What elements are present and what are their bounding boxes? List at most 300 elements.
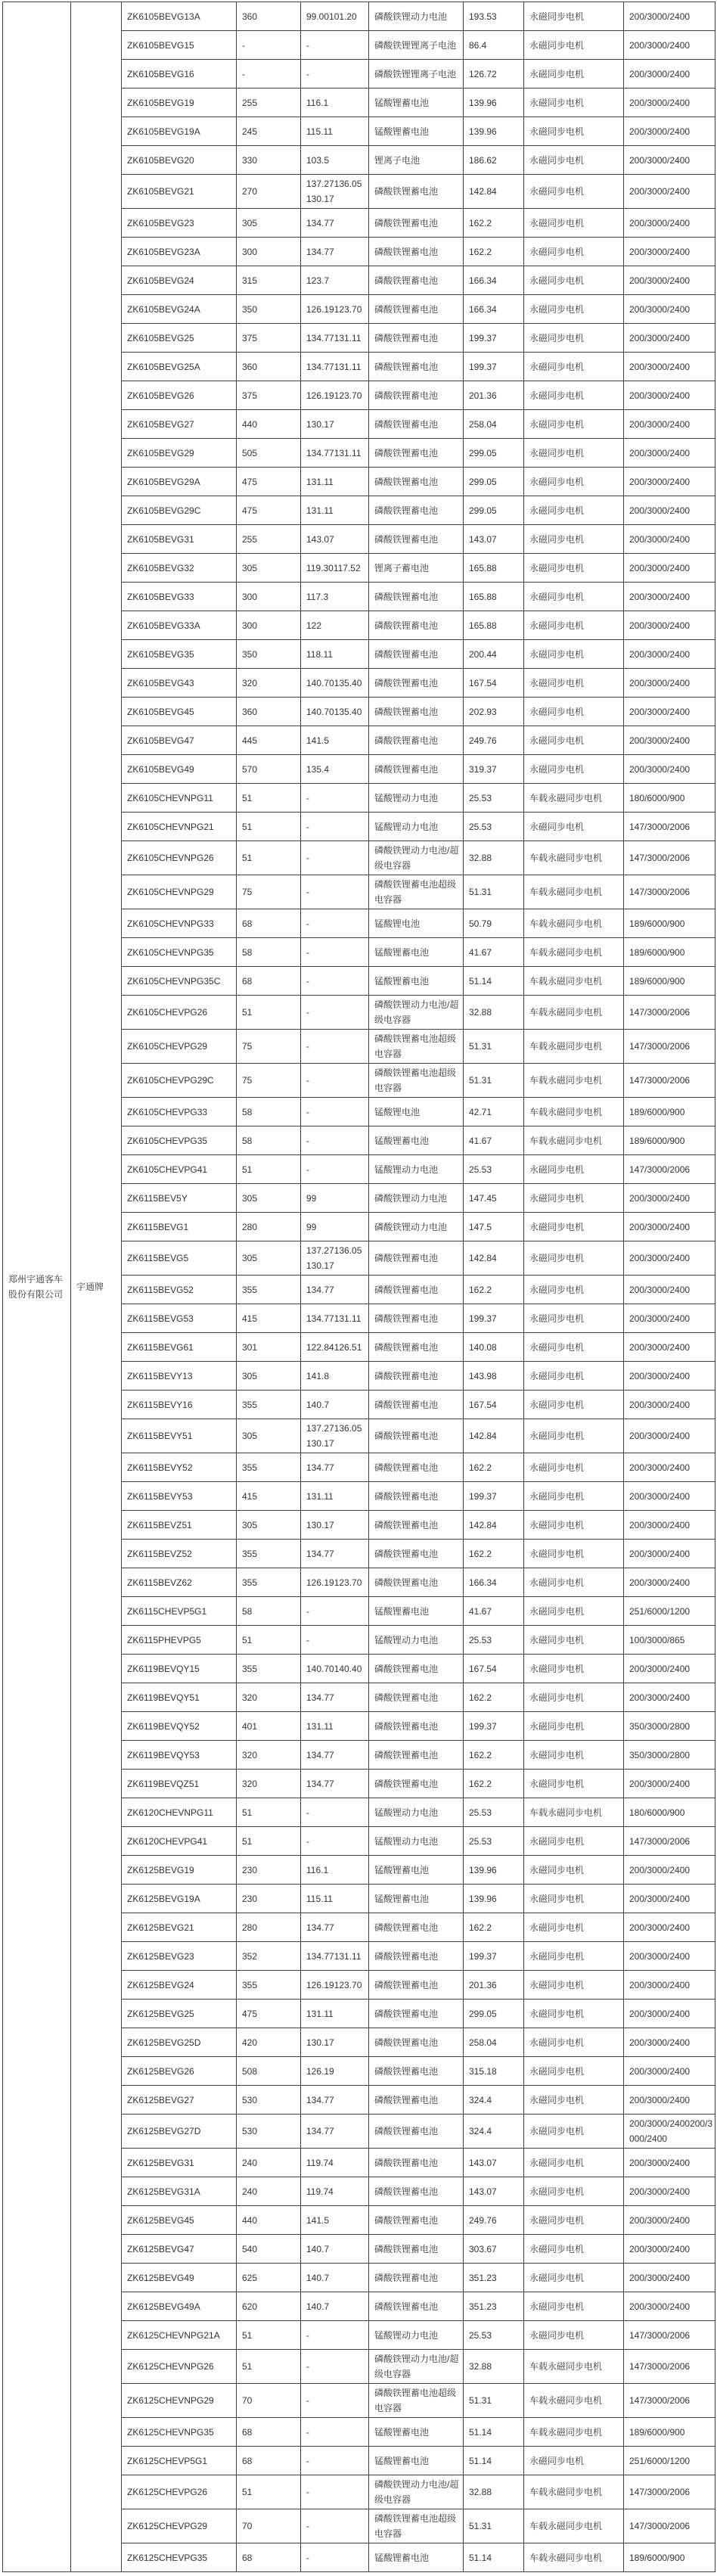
cell-energy-total: 50.79 [464, 909, 524, 938]
cell-battery-quantity: 58 [237, 1098, 301, 1126]
cell-battery-type: 锰酸锂动力电池 [369, 1827, 464, 1856]
cell-battery-energy-value: 137.27136.05 130.17 [301, 175, 369, 209]
cell-battery-quantity: 360 [237, 353, 301, 381]
cell-battery-type: 锰酸锂蓄电池 [369, 2543, 464, 2572]
cell-battery-quantity: 360 [237, 698, 301, 726]
cell-motor-type: 车载永磁同步电机 [524, 2350, 624, 2384]
cell-energy-total: 299.05 [464, 2000, 524, 2028]
cell-motor-type: 永磁同步电机 [524, 146, 624, 175]
cell-battery-quantity: 305 [237, 554, 301, 583]
cell-motor-type: 永磁同步电机 [524, 175, 624, 209]
cell-motor-type: 永磁同步电机 [524, 2086, 624, 2115]
cell-vehicle-model: ZK6125BEVG19 [122, 1856, 237, 1885]
cell-battery-type: 磷酸铁锂蓄电池 [369, 1391, 464, 1419]
cell-battery-quantity: 420 [237, 2028, 301, 2057]
cell-vehicle-model: ZK6119BEVQZ51 [122, 1770, 237, 1798]
cell-motor-type: 永磁同步电机 [524, 1276, 624, 1304]
cell-energy-total: 303.67 [464, 2235, 524, 2264]
cell-motor-spec: 189/6000/900 [624, 2543, 715, 2572]
cell-battery-type: 锰酸锂蓄电池 [369, 2447, 464, 2475]
cell-battery-energy-value: - [301, 1126, 369, 1155]
cell-motor-type: 永磁同步电机 [524, 1391, 624, 1419]
cell-motor-spec: 350/3000/2800 [624, 1712, 715, 1741]
cell-motor-type: 永磁同步电机 [524, 2177, 624, 2206]
cell-motor-spec: 200/3000/2400 [624, 295, 715, 324]
cell-energy-total: 25.53 [464, 784, 524, 813]
cell-vehicle-model: ZK6105BEVG23A [122, 238, 237, 266]
cell-motor-spec: 200/3000/2400 [624, 1453, 715, 1482]
cell-motor-spec: 180/6000/900 [624, 784, 715, 813]
cell-battery-quantity: - [237, 60, 301, 89]
cell-battery-energy-value: - [301, 996, 369, 1030]
cell-battery-type: 磷酸铁锂蓄电池 [369, 1913, 464, 1942]
cell-battery-quantity: 51 [237, 813, 301, 841]
cell-battery-type: 磷酸铁锂蓄电池超级电容器 [369, 1064, 464, 1098]
cell-battery-type: 磷酸铁锂动力电池 [369, 2, 464, 31]
cell-motor-type: 永磁同步电机 [524, 410, 624, 439]
cell-battery-energy-value: 134.77 [301, 1540, 369, 1568]
cell-energy-total: 199.37 [464, 324, 524, 353]
cell-motor-spec: 200/3000/2400 [624, 238, 715, 266]
cell-battery-quantity: 320 [237, 669, 301, 698]
cell-motor-spec: 200/3000/2400 [624, 2177, 715, 2206]
cell-energy-total: 200.44 [464, 640, 524, 669]
cell-vehicle-model: ZK6105CHEVNPG33 [122, 909, 237, 938]
cell-battery-energy-value: 134.77 [301, 1913, 369, 1942]
cell-battery-quantity: 355 [237, 1540, 301, 1568]
cell-motor-type: 永磁同步电机 [524, 238, 624, 266]
cell-motor-type: 永磁同步电机 [524, 1304, 624, 1333]
cell-motor-type: 永磁同步电机 [524, 1419, 624, 1453]
cell-battery-energy-value: - [301, 2509, 369, 2543]
cell-vehicle-model: ZK6125CHEVNPG21A [122, 2321, 237, 2350]
cell-battery-quantity: 51 [237, 1626, 301, 1655]
cell-motor-type: 永磁同步电机 [524, 2, 624, 31]
cell-motor-type: 永磁同步电机 [524, 1770, 624, 1798]
cell-battery-quantity: 75 [237, 875, 301, 909]
cell-battery-energy-value: - [301, 938, 369, 967]
cell-battery-quantity: 58 [237, 1126, 301, 1155]
cell-energy-total: 166.34 [464, 295, 524, 324]
cell-battery-type: 磷酸铁锂蓄电池 [369, 324, 464, 353]
cell-vehicle-model: ZK6105BEVG32 [122, 554, 237, 583]
cell-battery-type: 磷酸铁锂蓄电池超级电容器 [369, 2384, 464, 2418]
cell-motor-spec: 200/3000/2400 [624, 1568, 715, 1597]
cell-energy-total: 162.2 [464, 209, 524, 238]
cell-energy-total: 143.07 [464, 525, 524, 554]
cell-vehicle-model: ZK6105CHEVNPG21 [122, 813, 237, 841]
cell-vehicle-model: ZK6105BEVG26 [122, 381, 237, 410]
cell-battery-quantity: 401 [237, 1712, 301, 1741]
cell-battery-quantity: 255 [237, 89, 301, 117]
cell-motor-type: 永磁同步电机 [524, 2264, 624, 2292]
cell-battery-type: 磷酸铁锂蓄电池 [369, 1971, 464, 2000]
cell-battery-energy-value: 119.74 [301, 2177, 369, 2206]
cell-battery-quantity: 51 [237, 784, 301, 813]
cell-battery-type: 磷酸铁锂蓄电池 [369, 1419, 464, 1453]
cell-vehicle-model: ZK6105BEVG45 [122, 698, 237, 726]
cell-battery-energy-value: 126.19123.70 [301, 1971, 369, 2000]
cell-motor-type: 车载永磁同步电机 [524, 1098, 624, 1126]
cell-motor-spec: 200/3000/2400 [624, 525, 715, 554]
cell-battery-energy-value: - [301, 909, 369, 938]
cell-battery-type: 锰酸锂蓄电池 [369, 1126, 464, 1155]
cell-motor-type: 永磁同步电机 [524, 468, 624, 496]
cell-vehicle-model: ZK6125BEVG24 [122, 1971, 237, 2000]
cell-battery-energy-value: 131.11 [301, 2000, 369, 2028]
cell-motor-type: 永磁同步电机 [524, 1540, 624, 1568]
cell-vehicle-model: ZK6115BEVY52 [122, 1453, 237, 1482]
cell-battery-energy-value: - [301, 2475, 369, 2509]
cell-vehicle-model: ZK6125BEVG25D [122, 2028, 237, 2057]
cell-battery-type: 磷酸铁锂蓄电池 [369, 1304, 464, 1333]
cell-battery-quantity: 320 [237, 1683, 301, 1712]
cell-battery-type: 磷酸铁锂动力电池/超级电容器 [369, 2475, 464, 2509]
cell-energy-total: 51.31 [464, 1064, 524, 1098]
cell-motor-type: 永磁同步电机 [524, 1482, 624, 1511]
cell-energy-total: 51.31 [464, 1030, 524, 1064]
cell-motor-type: 车载永磁同步电机 [524, 1064, 624, 1098]
cell-battery-quantity: 300 [237, 238, 301, 266]
cell-battery-type: 磷酸铁锂蓄电池 [369, 2235, 464, 2264]
cell-energy-total: 142.84 [464, 1511, 524, 1540]
cell-battery-quantity: 505 [237, 439, 301, 468]
cell-motor-spec: 147/3000/2006 [624, 2509, 715, 2543]
cell-vehicle-model: ZK6115BEVG1 [122, 1213, 237, 1241]
cell-vehicle-model: ZK6125BEVG25 [122, 2000, 237, 2028]
cell-motor-type: 永磁同步电机 [524, 1741, 624, 1770]
cell-battery-type: 磷酸铁锂蓄电池 [369, 1540, 464, 1568]
cell-battery-quantity: 51 [237, 841, 301, 875]
cell-vehicle-model: ZK6125BEVG49 [122, 2264, 237, 2292]
cell-battery-quantity: 320 [237, 1741, 301, 1770]
cell-battery-type: 锰酸锂蓄电池 [369, 1885, 464, 1913]
cell-motor-type: 车载永磁同步电机 [524, 1126, 624, 1155]
cell-energy-total: 126.72 [464, 60, 524, 89]
cell-battery-energy-value: 118.11 [301, 640, 369, 669]
cell-battery-quantity: 301 [237, 1333, 301, 1362]
cell-motor-type: 永磁同步电机 [524, 2149, 624, 2177]
cell-motor-spec: 200/3000/2400 [624, 31, 715, 60]
cell-vehicle-model: ZK6105CHEVPG35 [122, 1126, 237, 1155]
cell-motor-type: 车载永磁同步电机 [524, 2509, 624, 2543]
cell-motor-spec: 200/3000/2400 [624, 669, 715, 698]
cell-energy-total: 32.88 [464, 2350, 524, 2384]
cell-motor-spec: 147/3000/2006 [624, 841, 715, 875]
cell-vehicle-model: ZK6115BEVY16 [122, 1391, 237, 1419]
cell-battery-type: 磷酸铁锂蓄电池 [369, 439, 464, 468]
cell-energy-total: 51.31 [464, 2384, 524, 2418]
cell-vehicle-model: ZK6125BEVG27D [122, 2115, 237, 2149]
cell-motor-type: 永磁同步电机 [524, 611, 624, 640]
cell-battery-type: 磷酸铁锂蓄电池 [369, 2206, 464, 2235]
cell-motor-type: 永磁同步电机 [524, 381, 624, 410]
cell-motor-spec: 251/6000/1200 [624, 1597, 715, 1626]
cell-energy-total: 324.4 [464, 2086, 524, 2115]
cell-battery-energy-value: 134.77 [301, 1276, 369, 1304]
cell-motor-spec: 100/3000/865 [624, 1626, 715, 1655]
cell-energy-total: 139.96 [464, 1885, 524, 1913]
cell-vehicle-model: ZK6105CHEVPG33 [122, 1098, 237, 1126]
cell-motor-type: 永磁同步电机 [524, 209, 624, 238]
cell-battery-energy-value: - [301, 1155, 369, 1184]
cell-battery-energy-value: 140.7 [301, 2292, 369, 2321]
cell-battery-type: 磷酸铁锂蓄电池 [369, 2086, 464, 2115]
cell-energy-total: 51.14 [464, 2447, 524, 2475]
cell-motor-type: 车载永磁同步电机 [524, 2418, 624, 2447]
cell-vehicle-model: ZK6115BEVY53 [122, 1482, 237, 1511]
cell-energy-total: 25.53 [464, 1626, 524, 1655]
cell-motor-type: 永磁同步电机 [524, 698, 624, 726]
cell-battery-type: 磷酸铁锂蓄电池 [369, 1453, 464, 1482]
cell-battery-energy-value: 123.7 [301, 266, 369, 295]
cell-battery-energy-value: - [301, 967, 369, 996]
cell-vehicle-model: ZK6115CHEVP5G1 [122, 1597, 237, 1626]
cell-motor-spec: 200/3000/2400 [624, 2206, 715, 2235]
cell-vehicle-model: ZK6125CHEVNPG29 [122, 2384, 237, 2418]
cell-vehicle-model: ZK6119BEVQY51 [122, 1683, 237, 1712]
cell-battery-type: 磷酸铁锂动力电池 [369, 1213, 464, 1241]
cell-motor-spec: 200/3000/2400 [624, 1419, 715, 1453]
cell-motor-spec: 200/3000/2400 [624, 1540, 715, 1568]
cell-vehicle-model: ZK6105CHEVPG41 [122, 1155, 237, 1184]
cell-motor-type: 永磁同步电机 [524, 1511, 624, 1540]
cell-energy-total: 186.62 [464, 146, 524, 175]
cell-battery-energy-value: - [301, 60, 369, 89]
cell-motor-type: 永磁同步电机 [524, 1568, 624, 1597]
cell-motor-spec: 200/3000/2400 [624, 2235, 715, 2264]
cell-battery-type: 锰酸锂蓄电池 [369, 938, 464, 967]
cell-vehicle-model: ZK6125BEVG45 [122, 2206, 237, 2235]
cell-battery-energy-value: 134.77 [301, 1683, 369, 1712]
cell-motor-type: 永磁同步电机 [524, 1626, 624, 1655]
cell-battery-energy-value: 131.11 [301, 468, 369, 496]
cell-battery-type: 磷酸铁锂蓄电池 [369, 1511, 464, 1540]
cell-motor-spec: 200/3000/2400 [624, 146, 715, 175]
cell-battery-quantity: - [237, 31, 301, 60]
cell-motor-type: 永磁同步电机 [524, 813, 624, 841]
cell-motor-spec: 200/3000/2400 [624, 324, 715, 353]
cell-energy-total: 51.14 [464, 967, 524, 996]
cell-motor-type: 永磁同步电机 [524, 1362, 624, 1391]
cell-energy-total: 299.05 [464, 439, 524, 468]
cell-vehicle-model: ZK6105CHEVNPG26 [122, 841, 237, 875]
cell-energy-total: 167.54 [464, 669, 524, 698]
cell-battery-quantity: 475 [237, 468, 301, 496]
cell-energy-total: 140.08 [464, 1333, 524, 1362]
cell-battery-energy-value: 137.27136.05 130.17 [301, 1241, 369, 1276]
cell-energy-total: 51.14 [464, 2418, 524, 2447]
cell-motor-type: 永磁同步电机 [524, 2057, 624, 2086]
cell-energy-total: 51.14 [464, 2543, 524, 2572]
cell-motor-type: 永磁同步电机 [524, 554, 624, 583]
cell-battery-quantity: 415 [237, 1304, 301, 1333]
cell-motor-type: 永磁同步电机 [524, 496, 624, 525]
cell-motor-spec: 200/3000/2400 [624, 2000, 715, 2028]
cell-motor-spec: 251/6000/1200 [624, 2447, 715, 2475]
cell-battery-energy-value: - [301, 1030, 369, 1064]
cell-battery-energy-value: 141.5 [301, 726, 369, 755]
cell-motor-spec: 147/3000/2006 [624, 1064, 715, 1098]
cell-battery-type: 磷酸铁锂蓄电池 [369, 755, 464, 784]
cell-vehicle-model: ZK6125BEVG27 [122, 2086, 237, 2115]
cell-battery-type: 磷酸铁锂蓄电池 [369, 468, 464, 496]
cell-energy-total: 139.96 [464, 117, 524, 146]
cell-energy-total: 193.53 [464, 2, 524, 31]
cell-battery-quantity: 530 [237, 2086, 301, 2115]
cell-battery-quantity: 360 [237, 2, 301, 31]
cell-battery-energy-value: - [301, 1597, 369, 1626]
cell-motor-spec: 147/3000/2006 [624, 996, 715, 1030]
cell-battery-type: 锰酸锂动力电池 [369, 1626, 464, 1655]
cell-battery-type: 磷酸铁锂蓄电池 [369, 2264, 464, 2292]
cell-battery-type: 磷酸铁锂蓄电池超级电容器 [369, 1030, 464, 1064]
cell-battery-energy-value: 115.11 [301, 1885, 369, 1913]
cell-battery-energy-value: 141.5 [301, 2206, 369, 2235]
cell-motor-type: 永磁同步电机 [524, 2321, 624, 2350]
cell-battery-energy-value: - [301, 2321, 369, 2350]
cell-vehicle-model: ZK6125CHEVP5G1 [122, 2447, 237, 2475]
cell-motor-spec: 200/3000/2400 [624, 2028, 715, 2057]
cell-energy-total: 142.84 [464, 1419, 524, 1453]
cell-energy-total: 41.67 [464, 1126, 524, 1155]
cell-battery-quantity: 68 [237, 2418, 301, 2447]
cell-battery-type: 磷酸铁锂蓄电池 [369, 1770, 464, 1798]
cell-motor-type: 永磁同步电机 [524, 295, 624, 324]
cell-battery-type: 锰酸锂动力电池 [369, 1798, 464, 1827]
cell-battery-quantity: 625 [237, 2264, 301, 2292]
cell-battery-quantity: 355 [237, 1568, 301, 1597]
cell-battery-energy-value: - [301, 2543, 369, 2572]
cell-motor-type: 永磁同步电机 [524, 1453, 624, 1482]
cell-motor-spec: 200/3000/2400 [624, 209, 715, 238]
cell-battery-energy-value: - [301, 1827, 369, 1856]
cell-motor-type: 车载永磁同步电机 [524, 2543, 624, 2572]
cell-vehicle-model: ZK6105BEVG29A [122, 468, 237, 496]
cell-battery-energy-value: - [301, 1064, 369, 1098]
cell-motor-spec: 147/3000/2006 [624, 875, 715, 909]
cell-vehicle-model: ZK6125BEVG19A [122, 1885, 237, 1913]
cell-battery-energy-value: 126.19 [301, 2057, 369, 2086]
cell-battery-quantity: 305 [237, 1241, 301, 1276]
cell-vehicle-model: ZK6105BEVG33 [122, 583, 237, 611]
cell-battery-energy-value: 134.77 [301, 2086, 369, 2115]
cell-energy-total: 249.76 [464, 2206, 524, 2235]
cell-vehicle-model: ZK6115BEVZ52 [122, 1540, 237, 1568]
cell-battery-type: 锂离子电池 [369, 146, 464, 175]
cell-battery-energy-value: 135.4 [301, 755, 369, 784]
cell-battery-type: 锰酸锂动力电池 [369, 1155, 464, 1184]
cell-battery-energy-value: 134.77 [301, 2115, 369, 2149]
cell-vehicle-model: ZK6125BEVG23 [122, 1942, 237, 1971]
cell-battery-quantity: 70 [237, 2509, 301, 2543]
cell-battery-type: 锰酸锂电池 [369, 909, 464, 938]
cell-motor-type: 永磁同步电机 [524, 1213, 624, 1241]
cell-battery-type: 磷酸铁锂蓄电池 [369, 2149, 464, 2177]
cell-motor-spec: 147/3000/2006 [624, 1030, 715, 1064]
cell-vehicle-model: ZK6125CHEVNPG26 [122, 2350, 237, 2384]
cell-battery-type: 磷酸铁锂蓄电池 [369, 295, 464, 324]
cell-vehicle-model: ZK6125CHEVPG35 [122, 2543, 237, 2572]
cell-vehicle-model: ZK6105BEVG25 [122, 324, 237, 353]
cell-energy-total: 201.36 [464, 1971, 524, 2000]
cell-battery-energy-value: 99.00101.20 [301, 2, 369, 31]
cell-battery-type: 锰酸锂动力电池 [369, 2321, 464, 2350]
cell-battery-type: 磷酸铁锂蓄电池 [369, 1241, 464, 1276]
cell-motor-type: 永磁同步电机 [524, 324, 624, 353]
cell-battery-type: 磷酸铁锂蓄电池 [369, 1362, 464, 1391]
cell-motor-type: 永磁同步电机 [524, 640, 624, 669]
cell-battery-quantity: 51 [237, 996, 301, 1030]
cell-battery-energy-value: - [301, 2418, 369, 2447]
cell-vehicle-model: ZK6105BEVG31 [122, 525, 237, 554]
cell-motor-spec: 200/3000/2400 [624, 1391, 715, 1419]
cell-motor-spec: 189/6000/900 [624, 909, 715, 938]
cell-battery-quantity: 305 [237, 1419, 301, 1453]
cell-motor-type: 永磁同步电机 [524, 1827, 624, 1856]
cell-battery-quantity: 58 [237, 1597, 301, 1626]
cell-vehicle-model: ZK6105BEVG21 [122, 175, 237, 209]
cell-vehicle-model: ZK6115BEVY13 [122, 1362, 237, 1391]
cell-motor-spec: 200/3000/2400 [624, 2292, 715, 2321]
cell-battery-energy-value: 140.70135.40 [301, 669, 369, 698]
cell-vehicle-model: ZK6105CHEVNPG11 [122, 784, 237, 813]
cell-energy-total: 324.4 [464, 2115, 524, 2149]
cell-energy-total: 351.23 [464, 2264, 524, 2292]
cell-battery-type: 磷酸铁锂动力电池 [369, 1184, 464, 1213]
cell-battery-type: 锂离子蓄电池 [369, 554, 464, 583]
cell-battery-energy-value: 134.77 [301, 1770, 369, 1798]
cell-motor-spec: 200/3000/2400 [624, 353, 715, 381]
cell-motor-spec: 200/3000/2400 [624, 2264, 715, 2292]
cell-battery-type: 磷酸铁锂蓄电池 [369, 2000, 464, 2028]
cell-energy-total: 142.84 [464, 1241, 524, 1276]
cell-motor-type: 永磁同步电机 [524, 1913, 624, 1942]
cell-vehicle-model: ZK6105CHEVPG26 [122, 996, 237, 1030]
cell-motor-type: 车载永磁同步电机 [524, 784, 624, 813]
cell-motor-spec: 200/3000/2400 [624, 496, 715, 525]
cell-battery-quantity: 240 [237, 2177, 301, 2206]
cell-motor-spec: 200/3000/2400 [624, 1213, 715, 1241]
cell-battery-energy-value: 134.77 [301, 1741, 369, 1770]
company-name-cell: 郑州宇通客车股份有限公司 [3, 2, 71, 2572]
cell-energy-total: 25.53 [464, 1798, 524, 1827]
cell-battery-quantity: 330 [237, 146, 301, 175]
cell-battery-energy-value: 134.77131.11 [301, 324, 369, 353]
cell-battery-quantity: 508 [237, 2057, 301, 2086]
cell-energy-total: 162.2 [464, 1683, 524, 1712]
cell-motor-type: 车载永磁同步电机 [524, 996, 624, 1030]
cell-battery-energy-value: 137.27136.05 130.17 [301, 1419, 369, 1453]
cell-vehicle-model: ZK6125CHEVNPG35 [122, 2418, 237, 2447]
cell-energy-total: 41.67 [464, 938, 524, 967]
cell-vehicle-model: ZK6120CHEVNPG11 [122, 1798, 237, 1827]
cell-vehicle-model: ZK6115BEV5Y [122, 1184, 237, 1213]
cell-vehicle-model: ZK6119BEVQY15 [122, 1655, 237, 1683]
cell-battery-energy-value: 119.30117.52 [301, 554, 369, 583]
cell-vehicle-model: ZK6105BEVG29C [122, 496, 237, 525]
cell-motor-type: 永磁同步电机 [524, 525, 624, 554]
cell-battery-energy-value: - [301, 1626, 369, 1655]
cell-motor-spec: 147/3000/2006 [624, 1155, 715, 1184]
cell-motor-type: 永磁同步电机 [524, 1712, 624, 1741]
cell-motor-type: 永磁同步电机 [524, 1942, 624, 1971]
cell-battery-type: 磷酸铁锂蓄电池 [369, 2057, 464, 2086]
cell-vehicle-model: ZK6105CHEVNPG29 [122, 875, 237, 909]
cell-battery-energy-value: - [301, 1798, 369, 1827]
cell-motor-type: 车载永磁同步电机 [524, 841, 624, 875]
cell-battery-type: 磷酸铁锂蓄电池 [369, 1568, 464, 1597]
